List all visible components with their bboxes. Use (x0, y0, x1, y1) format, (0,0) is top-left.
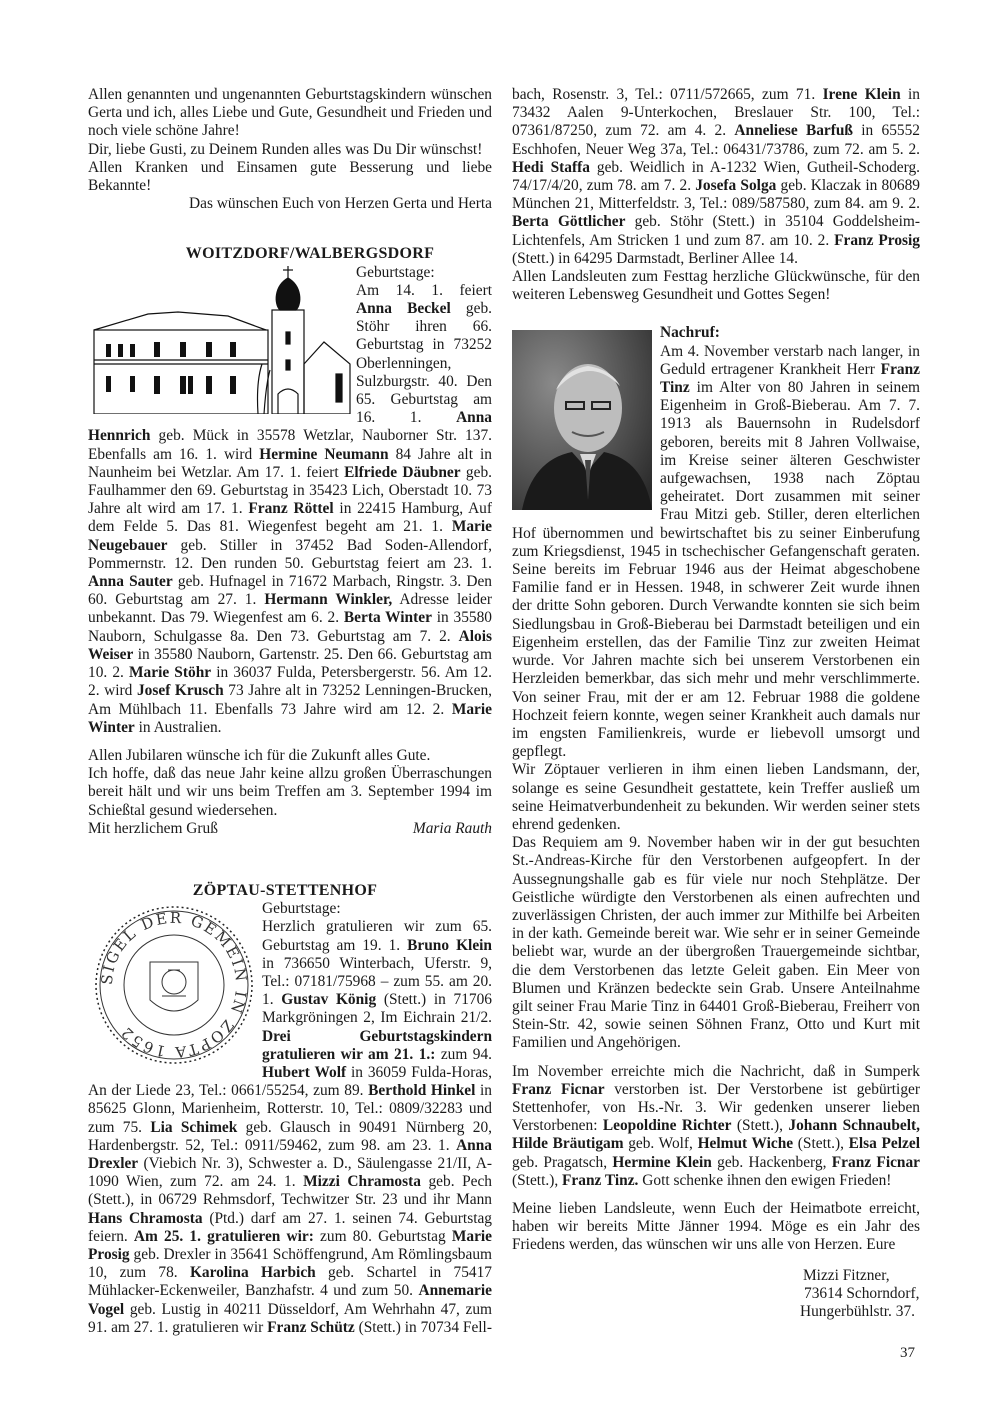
text-run: (Ptd.) darf am 27. 1. seinen 74. Geburtstag feiern. (88, 1209, 493, 1245)
intro-line-2: Dir, liebe Gusti, zu Deinem Runden alles was Du Dir wünschst! (88, 140, 483, 158)
festive-wishes: Allen Landsleuten zum Festtag herzliche Glückwünsche, für den weiteren Lebensweg Gesundheit und Gottes Segen! (512, 268, 920, 304)
church-drawing (88, 264, 352, 414)
text-run: geb. Mück in 35578 Wetzlar, Nauborner Str. 137. Ebenfalls am 16. 1. wird (88, 427, 492, 463)
woitzdorf-heading: WOITZDORF/WALBERGSDORF (185, 245, 435, 263)
right-column (512, 86, 920, 1321)
text-run: Herzlich gratulieren wir zum 65. Geburtstag am 19. 1. (262, 918, 492, 954)
name-highlight: Am 25. 1. gratulieren wir: (133, 1227, 314, 1245)
text-run: (Stett.), (731, 1117, 789, 1135)
text-run: geb. Faulhammer den 69. Geburtstag in 35423 Lich, Oberstadt 10. 73 Jahre alt wird am 17. 1. (88, 463, 493, 518)
text-run: in 35580 Nauborn, Schulgasse 8a. Den 73. Geburtstag am 7. 2. (88, 609, 492, 645)
text-run: (Stett.), (512, 1171, 563, 1189)
municipal-seal (88, 900, 260, 1070)
text-run: in 36037 Fulda, Petersbergerstr. 56. Am 12. 2. wird (88, 664, 493, 700)
text-run: in 65552 Eschhofen, Neuer Weg 37a, Tel.: 06431/73786, zum 72. am 5. 2. (512, 122, 920, 158)
name-highlight: Irene Klein (822, 86, 901, 103)
signature-line-2: 73614 Schorndorf, (804, 1284, 920, 1302)
svg-text:SIGEL DER GEMEIN IN ZOPTA 1652 (98, 909, 251, 1062)
seal-drawing (88, 900, 260, 1070)
name-highlight: Elsa Pelzel (848, 1135, 920, 1153)
portrait-image (512, 330, 652, 510)
text-run: Im November erreichte mich die Nachricht, daß in Sumperk (512, 1062, 920, 1080)
text-run: geb. Stöhr (Stett.) in 35104 Goddelsheim-Lichtenfels, Am Stricken 1 und zum 87. am 10. 2. (512, 213, 920, 249)
text-run: geb. Wolf, (623, 1135, 698, 1153)
nachruf-section (512, 324, 920, 1052)
name-highlight: Johann Schnaubelt, Hilde Bräutigam (512, 1117, 920, 1153)
name-highlight: Marie Prosig (88, 1227, 493, 1263)
name-highlight: Marie Stöhr (129, 664, 212, 682)
text-run: in Australien. (134, 718, 222, 736)
text-run: zum 80. Geburtstag (313, 1227, 452, 1245)
zoeptau-heading: ZÖPTAU-STETTENHOF (192, 881, 378, 899)
text-run: Adresse leider unbekannt. Das 79. Wiegenfest am 6. 2. (88, 591, 492, 627)
final-wishes: Meine lieben Landsleute, wenn Euch der Heimatbote erreicht, haben wir bereits Mitte Jänner 1994. Möge es ein Jahr des Friedens werden, das wünschen wir uns alle von Herzen. Eure (512, 1199, 920, 1254)
signature-line-1: Mizzi Fitzner, (803, 1266, 890, 1284)
name-highlight: Hedi Staffa (512, 158, 590, 176)
nachruf-paragraph-1: Wir Zöptauer verlieren in ihm einen lieben Landsmann, der, solange es seine Gesundheit gestattete, kein Treffer ausließ um seine Heimatverbundenheit zu bekunden. Wir werden seiner stets ehrend gedenken. (512, 761, 920, 833)
name-highlight: Alois Weiser (88, 627, 492, 663)
text-run: in 35580 Nauborn, Gartenstr. 25. Den 66. Geburtstag am 10. 2. (88, 645, 492, 682)
name-highlight: Anneliese Barfuß (734, 122, 853, 140)
seal-text: SIGEL DER GEMEIN IN ZOPTA 1652 (97, 908, 251, 1062)
name-highlight: Hubert Wolf (262, 1063, 347, 1081)
text-run: geb. Pragatsch, (512, 1153, 613, 1171)
text-run: im Alter von 80 Jahren in seinem Eigenheim in Groß-Bieberau. Am 7. 7. 1913 als Bauernsohn in Rudelsdorf geboren, bereits mit 8 Jahren Vollwaise, im Kreise seiner älteren Geschwister aufgewachsen, 1938 nach Zöptau geheiratet. Dort zusammen mit seiner Frau Mitzi geb. Stiller, deren elterlichen Hof übernommen und bewirtschaftet bis zu seiner Einberufung zum Kriegsdienst, 1945 in tschechischer Gefangenschaft geraten. Seine bereits im Februar 1946 aus der Heimat abgeschobene Familie fand er in Hessen. 1948, in schwerer Zeit wurde ihnen der dritte Sohn geboren. Durch Verwandte konnten sie sich beim Siedlungsbau in Groß-Bieberau bei Darmstadt beteiligen und ein Eigenheim erstellen, das der Familie Tinz zur zweiten Heimat wurde. Vor Jahren machte sich bei unserem Verstorbenen ein Herzleiden bemerkbar, das sich mehr und mehr verschlimmerte. Von seiner Frau, mit der er am 12. Februar 1988 die goldene Hochzeit feiern konnte, wegen seiner Krankheit auch damals nur im engsten Familienkreis, wurde er liebevoll umsorgt und gepflegt. (512, 379, 920, 761)
text-run: (Stett.), (793, 1135, 849, 1153)
text-run: (Stett.) in 71706 Markgröningen 2, Im Eichrain 21/2. (262, 991, 493, 1027)
name-highlight: Lia Schimek (150, 1118, 238, 1136)
greeting: Mit herzlichem Gruß (88, 819, 218, 837)
text-run: 84 Jahre alt in Naunheim bei Wetzlar. Am 17. 1. feiert (88, 445, 493, 481)
woitzdorf-greeting-line (88, 820, 492, 838)
text-run: Gott schenke ihnen den ewigen Frieden! (638, 1171, 892, 1189)
name-highlight: Franz Röttel (248, 500, 334, 518)
woitzdorf-closing-1: Allen Jubilaren wünsche ich für die Zukunft alles Gute. (88, 746, 431, 764)
text-run: geb. Stiller in 37452 Bad Soden-Allendorf, Pommernstr. 12. Den runden 50. Geburtstag feiert am 23. 1. (88, 536, 492, 572)
name-highlight: Leopoldine Richter (602, 1117, 732, 1135)
name-highlight: Josef Krusch (136, 682, 224, 700)
left-column (88, 86, 492, 1337)
text-run: 73 Jahre alt in 73252 Lenningen-Brucken, Am Mühlbach 11. Ebenfalls 73 Jahre wird am 12. 2. (88, 682, 492, 718)
name-highlight: Hermann Winkler, (264, 591, 393, 609)
text-run: verstorben ist. Der Verstorbene ist gebürtiger Stettenhofer, von Hs.-Nr. 3. Wir gedenken unserer lieben Verstorbenen: (512, 1080, 920, 1135)
woitzdorf-subheading: Geburtstage: (356, 263, 435, 281)
intro-line-4: Das wünschen Euch von Herzen Gerta und Herta (189, 195, 492, 213)
text-run: (Stett.) in 64295 Darmstadt, Berliner Allee 14. (512, 249, 798, 267)
text-run: Am 14. 1. feiert (356, 281, 492, 299)
church-illustration (88, 264, 352, 414)
text-run: geb. Hufnagel in 71672 Marbach, Ringstr. 3. Den 60. Geburtstag am 27. 1. (88, 573, 492, 609)
name-highlight: Franz Ficnar (512, 1080, 605, 1098)
name-highlight: Anna Sauter (88, 573, 173, 591)
text-run: geb. Klaczak in 80689 München 21, Mitterfeldstr. 3, Tel.: 089/587580, zum 84. am 9. 2. (512, 177, 920, 213)
text-run: in 73432 Aalen 9-Unterkochen, Breslauer Str. 100, Tel.: 07361/87250, zum 72. am 4. 2. (512, 86, 921, 140)
nachruf-title: Nachruf: (660, 324, 720, 342)
november-notice (512, 1063, 920, 1190)
name-highlight: Hermine Klein (612, 1153, 712, 1171)
intro-line-1: Allen genannten und ungenannten Geburtstagskindern wünschen Gerta und ich, alles Liebe und Gute, Gesundheit und Frieden und noch viele schöne Jahre! (88, 86, 492, 140)
name-highlight: Marie Neugebauer (88, 518, 492, 554)
name-highlight: Mizzi Chramosta (303, 1173, 421, 1191)
author-maria-rauth: Maria Rauth (412, 819, 492, 837)
name-highlight: Josefa Solga (695, 177, 777, 195)
signature-line-3: Hungerbühlstr. 37. (800, 1303, 915, 1320)
name-highlight: Hans Chramosta (88, 1209, 203, 1227)
name-highlight: Berta Göttlicher (512, 213, 626, 231)
name-highlight: Elfriede Däubner (344, 463, 461, 481)
name-highlight: Franz Ficnar (831, 1153, 921, 1171)
name-highlight: Anna Beckel (356, 300, 451, 318)
text-run: geb. Stöhr ihren 66. Geburtstag in 73252 Oberlenningen, Sulzburgstr. 40. Den 65. Geburtstag am 16. 1. (356, 300, 493, 427)
portrait-photo (512, 330, 652, 510)
name-highlight: Berthold Hinkel (368, 1082, 476, 1100)
name-highlight: Gustav König (281, 991, 377, 1009)
name-highlight: Franz Tinz. (562, 1171, 639, 1189)
text-run: geb. Drexler in 35641 Schöffengrund, Am Römlingsbaum 10, zum 78. (88, 1245, 492, 1282)
text-run: geb. Hackenberg, (711, 1153, 832, 1171)
text-run: bach, Rosenstr. 3, Tel.: 0711/572665, zum 71. (512, 86, 823, 103)
intro-line-3: Allen Kranken und Einsamen gute Besserung und liebe Bekannte! (88, 158, 492, 195)
text-run: in 22415 Hamburg, Auf dem Felde 5. Das 81. Wiegenfest begeht am 21. 1. (88, 500, 493, 536)
text-run: geb. Weidlich in A-1232 Wien, Gutheil-Schoderg. 74/17/4/20, zum 78. am 7. 2. (512, 158, 921, 195)
name-highlight: Annemarie Vogel (88, 1282, 492, 1318)
page-number: 37 (900, 1345, 915, 1361)
text-run: in 85625 Glonn, Marienheim, Rotterstr. 10, Tel.: 0809/32283 und zum 75. (88, 1082, 492, 1136)
name-highlight: Berta Winter (343, 609, 432, 627)
name-highlight: Helmut Wiche (697, 1135, 794, 1153)
name-highlight: Marie Winter (88, 700, 492, 736)
woitzdorf-closing-2: Ich hoffe, daß das neue Jahr keine allzu großen Überraschungen bereit hält und wir uns beim Treffen am 3. September 1994 im Schießtal gesund wiedersehen. (88, 765, 492, 819)
zoeptau-birthdays-continued (512, 86, 920, 268)
zoeptau-subheading: Geburtstage: (262, 900, 341, 918)
woitzdorf-section (88, 264, 492, 737)
name-highlight: Hermine Neumann (259, 445, 389, 463)
text-run: geb. Pech (Stett.), in 06729 Rehmsdorf, Techwitzer Str. 23 und ihr Mann (88, 1173, 492, 1209)
zoeptau-section (88, 900, 492, 1337)
text-run: zum 94. (435, 1045, 492, 1063)
name-highlight: Franz Prosig (834, 231, 920, 249)
text-run: geb. Lustig in 40211 Düsseldorf, Am Wehrhahn 47, zum 91. am 27. 1. gratulieren wir (88, 1300, 492, 1336)
text-run: in 736650 Winterbach, Uferstr. 9, Tel.: 07181/75968 – zum 55. am 20. 1. (262, 954, 492, 1009)
signature-block (800, 1267, 920, 1322)
text-run: (Viebich Nr. 3), Schwester a. D., Säulengasse 21/II, A-1090 Wien, zum 72. am 24. 1. (88, 1154, 492, 1191)
name-highlight: Karolina Harbich (189, 1264, 316, 1282)
text-run: Am 4. November verstarb nach langer, in Geduld ertragener Krankheit Herr (660, 342, 920, 378)
nachruf-paragraph-2: Das Requiem am 9. November haben wir in der gut besuchten St.-Andreas-Kirche für den Verstorbenen aufgeopfert. In der Aussegnungshalle gab es für viele nur noch Stehplätze. Der Geistliche würdigte den Verstorbenen als einen aufrechten und zuverlässigen Christen, der auch immer zur Mithilfe bei Arbeiten in der kath. Gemeinde bereit war. Wie sehr er in seiner Gemeinde beliebt war, wurde an der übergroßen Trauergemeinde sichtbar, die dem Verstorbenen das letzte Geleit gaben. Ein Meer von Blumen und Kränzen bedeckte sein Grab. Unsere Anteilnahme gilt seiner Frau Marie Tinz in 64401 Groß-Bieberau, Freiherr von Stein-Str. 42, sowie seinen Söhnen Franz, Otto und Kurt mit Familien und Angehörigen. (512, 834, 920, 1052)
text-run: in 36059 Fulda-Horas, An der Liede 23, Tel.: 0661/55254, zum 89. (88, 1063, 492, 1100)
name-highlight: Anna Drexler (88, 1136, 492, 1172)
name-highlight: Drei Geburtstagskindern gratulieren wir am 21. 1.: (262, 1027, 492, 1063)
name-highlight: Franz Tinz (660, 360, 920, 397)
name-highlight: Bruno Klein (407, 936, 492, 954)
text-run: geb. Schartel in 75417 Mühlacker-Eckenweiler, Banzhafstr. 4 und zum 50. (88, 1264, 492, 1300)
name-highlight: Anna Hennrich (88, 409, 492, 445)
text-run: (Stett.) in 70734 Fell- (354, 1318, 492, 1336)
text-run: geb. Glausch in 90491 Nürnberg 20, Hardenbergstr. 52, Tel.: 0911/59462, zum 98. am 23. 1. (88, 1118, 492, 1154)
name-highlight: Franz Schütz (267, 1318, 355, 1336)
